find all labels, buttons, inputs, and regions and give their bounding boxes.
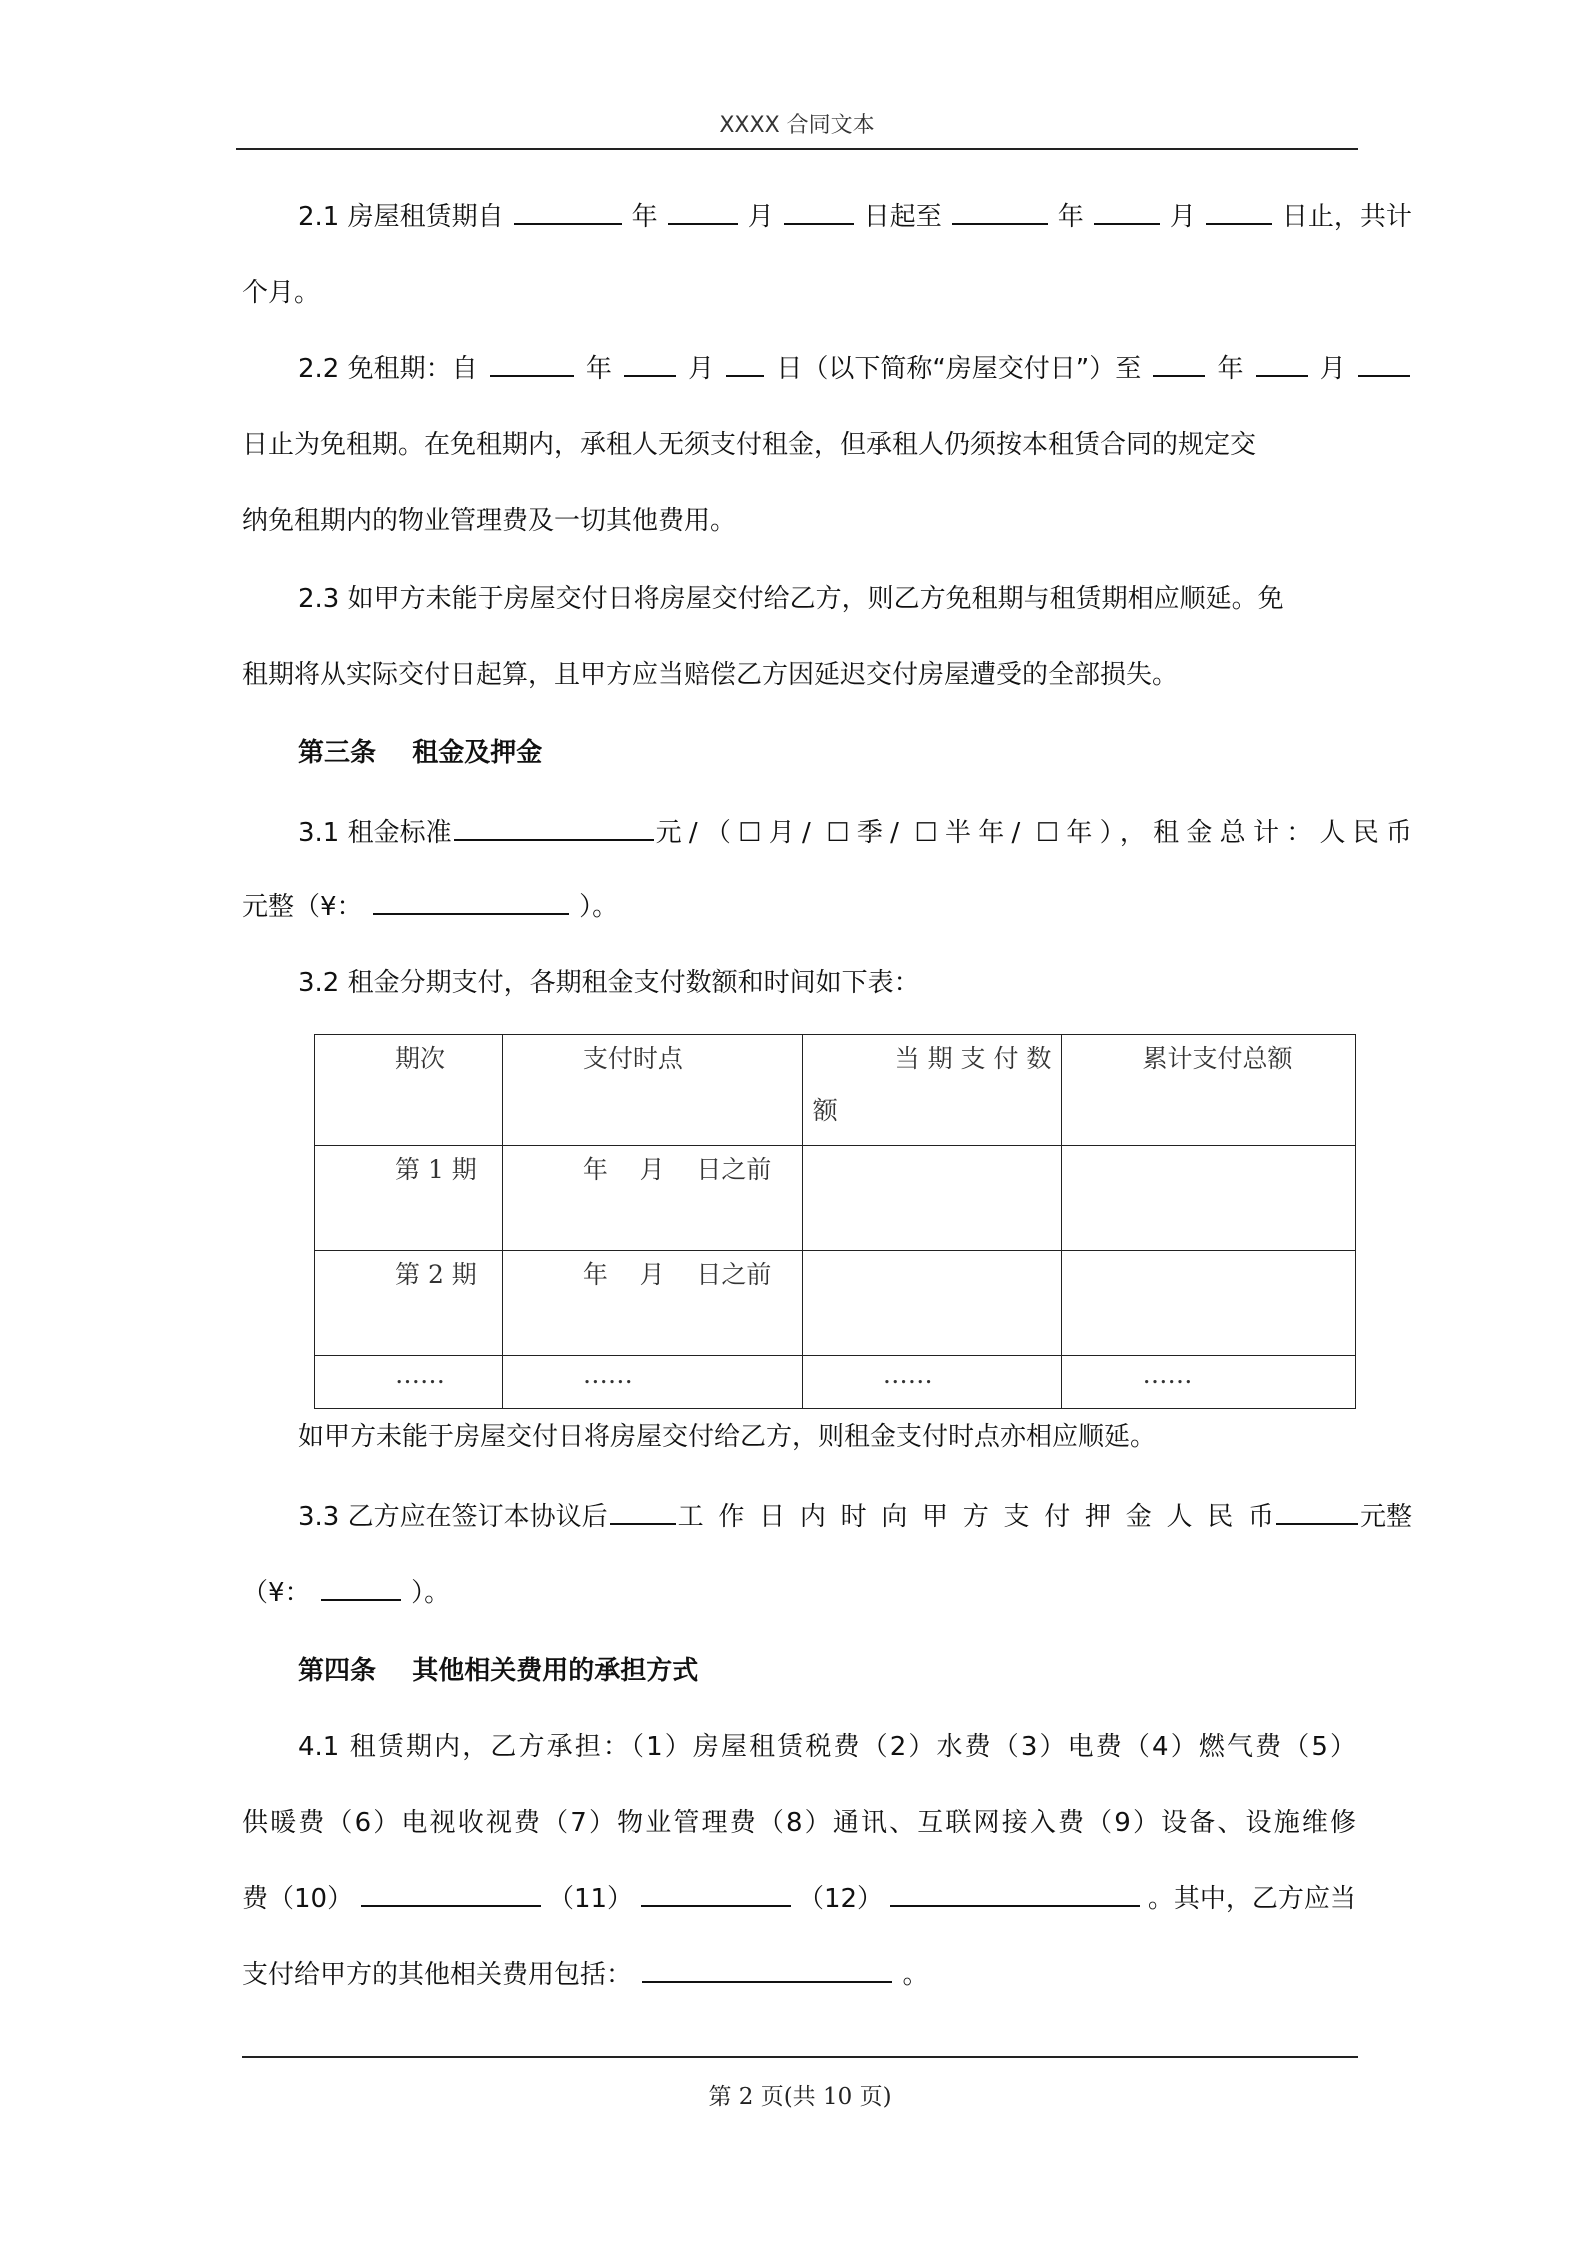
table-cell (802, 1251, 1062, 1356)
clause-4-1-tail: 。其中，乙方应当 (1147, 1884, 1356, 1914)
payment-schedule-table (314, 1034, 1356, 1409)
table-header-row (315, 1035, 1356, 1146)
item-11-label: （11） (547, 1884, 634, 1914)
label-year: 年 (631, 202, 658, 232)
clause-2-1-line1 (242, 196, 1412, 233)
blank-end-year (952, 201, 1048, 225)
article-3-heading: 第三条 租金及押金 (298, 738, 543, 768)
clause-2-1-text: 2.1 房屋租赁期自 (298, 202, 504, 232)
blank-end-day (1206, 201, 1272, 225)
blank-working-days (610, 1501, 676, 1525)
table-header-cell: 累计支付总额 (1062, 1035, 1356, 1146)
item-10-label: 费（10） (242, 1884, 354, 1914)
clause-3-1-text: 3.1 租金标准 (298, 818, 452, 848)
blank-free-end-day (1358, 353, 1410, 377)
clause-3-1-total-label: 元整（¥： (242, 892, 363, 922)
blank-rent-rate (454, 817, 654, 841)
blank-free-end-year (1153, 353, 1205, 377)
table-cell (1062, 1146, 1356, 1251)
blank-end-month (1094, 201, 1160, 225)
clause-4-1-line1: 4.1 租赁期内，乙方承担：（1）房屋租赁税费（2）水费（3）电费（4）燃气费（5） (298, 1732, 1356, 1762)
closing-paren: ）。 (411, 1578, 451, 1608)
table-header-cell: 支付时点 (502, 1035, 802, 1146)
blank-free-start-month (624, 353, 676, 377)
blank-free-start-year (490, 353, 574, 377)
blank-free-end-month (1256, 353, 1308, 377)
table-row (315, 1356, 1356, 1409)
label-month: 月 (1319, 354, 1346, 384)
clause-3-3-line1 (242, 1496, 1412, 1533)
label-year: 年 (1057, 202, 1084, 232)
table-header-cell: 期次 (315, 1035, 503, 1146)
header-divider (236, 148, 1358, 150)
table-row (315, 1251, 1356, 1356)
table-cell: …… (315, 1356, 503, 1409)
clause-2-1-line2: 个月。 (242, 278, 321, 308)
clause-4-1-line4 (242, 1954, 1356, 1991)
blank-item-12 (890, 1883, 1140, 1907)
clause-3-3-deposit-text: 工作日内时向甲方支付押金人民币 (677, 1502, 1274, 1532)
table-cell: 第 2 期 (315, 1251, 503, 1356)
blank-item-10 (361, 1883, 541, 1907)
table-header-cell: 当 期 支 付 数 额 (802, 1035, 1062, 1146)
deposit-yen-label: （¥： (242, 1578, 311, 1608)
table-cell: 年 月 日之前 (502, 1251, 802, 1356)
clause-3-1-line2 (242, 886, 1356, 923)
label-month: 月 (747, 202, 774, 232)
table-cell (802, 1146, 1062, 1251)
other-fees-label: 支付给甲方的其他相关费用包括： (242, 1960, 633, 1990)
table-cell: 年 月 日之前 (502, 1146, 802, 1251)
blank-start-month (668, 201, 738, 225)
label-year: 年 (1217, 354, 1244, 384)
clause-3-1-period-text: 元/（☐月/ ☐季/ ☐半年/ ☐年），租金总计：人民币 (655, 818, 1412, 848)
clause-3-1-line1 (242, 812, 1412, 849)
clause-2-3-line1: 2.3 如甲方未能于房屋交付日将房屋交付给乙方，则乙方免租期与租赁期相应顺延。免 (298, 584, 1284, 614)
period-mark: 。 (902, 1960, 929, 1990)
blank-start-year (514, 201, 622, 225)
blank-rent-total (373, 891, 569, 915)
clause-2-3-line2: 租期将从实际交付日起算，且甲方应当赔偿乙方因延迟交付房屋遭受的全部损失。 (242, 660, 1179, 690)
blank-deposit-amount (1276, 1501, 1358, 1525)
blank-other-fees (642, 1959, 892, 1983)
table-cell: …… (1062, 1356, 1356, 1409)
label-end-total: 日止，共计 (1281, 202, 1412, 232)
clause-3-3-text: 3.3 乙方应在签订本协议后 (298, 1502, 608, 1532)
clause-3-2: 3.2 租金分期支付，各期租金支付数额和时间如下表： (298, 968, 920, 998)
item-12-label: （12） (797, 1884, 884, 1914)
table-cell: 第 1 期 (315, 1146, 503, 1251)
label-month: 月 (1169, 202, 1196, 232)
clause-2-2-line1 (242, 348, 1412, 385)
page-number: 第 2 页(共 10 页) (708, 2084, 892, 2110)
clause-2-2-text: 2.2 免租期：自 (298, 354, 478, 384)
label-month: 月 (688, 354, 715, 384)
blank-start-day (784, 201, 854, 225)
blank-deposit-figure (321, 1577, 401, 1601)
clause-4-1-line3 (242, 1878, 1356, 1915)
label-day-to: 日起至 (863, 202, 942, 232)
document-header-title: XXXX 合同文本 (719, 113, 875, 138)
label-delivery-day: 日（以下简称“房屋交付日”）至 (776, 354, 1142, 384)
clause-4-1-line2: 供暖费（6）电视收视费（7）物业管理费（8）通讯、互联网接入费（9）设备、设施维修 (242, 1808, 1356, 1838)
closing-paren: ）。 (579, 892, 619, 922)
blank-item-11 (641, 1883, 791, 1907)
clause-2-2-line2: 日止为免租期。在免租期内，承租人无须支付租金，但承租人仍须按本租赁合同的规定交 (242, 430, 1257, 460)
table-row (315, 1146, 1356, 1251)
table-cell (1062, 1251, 1356, 1356)
blank-free-start-day (726, 353, 764, 377)
label-year: 年 (585, 354, 612, 384)
clause-2-2-line3: 纳免租期内的物业管理费及一切其他费用。 (242, 506, 737, 536)
clause-3-3-line2 (242, 1572, 1356, 1609)
footer-divider (242, 2056, 1358, 2058)
table-cell: …… (502, 1356, 802, 1409)
table-cell: …… (802, 1356, 1062, 1409)
after-table-note: 如甲方未能于房屋交付日将房屋交付给乙方，则租金支付时点亦相应顺延。 (298, 1422, 1157, 1452)
article-4-heading: 第四条 其他相关费用的承担方式 (298, 1656, 699, 1686)
label-yuan: 元整 (1359, 1502, 1412, 1532)
